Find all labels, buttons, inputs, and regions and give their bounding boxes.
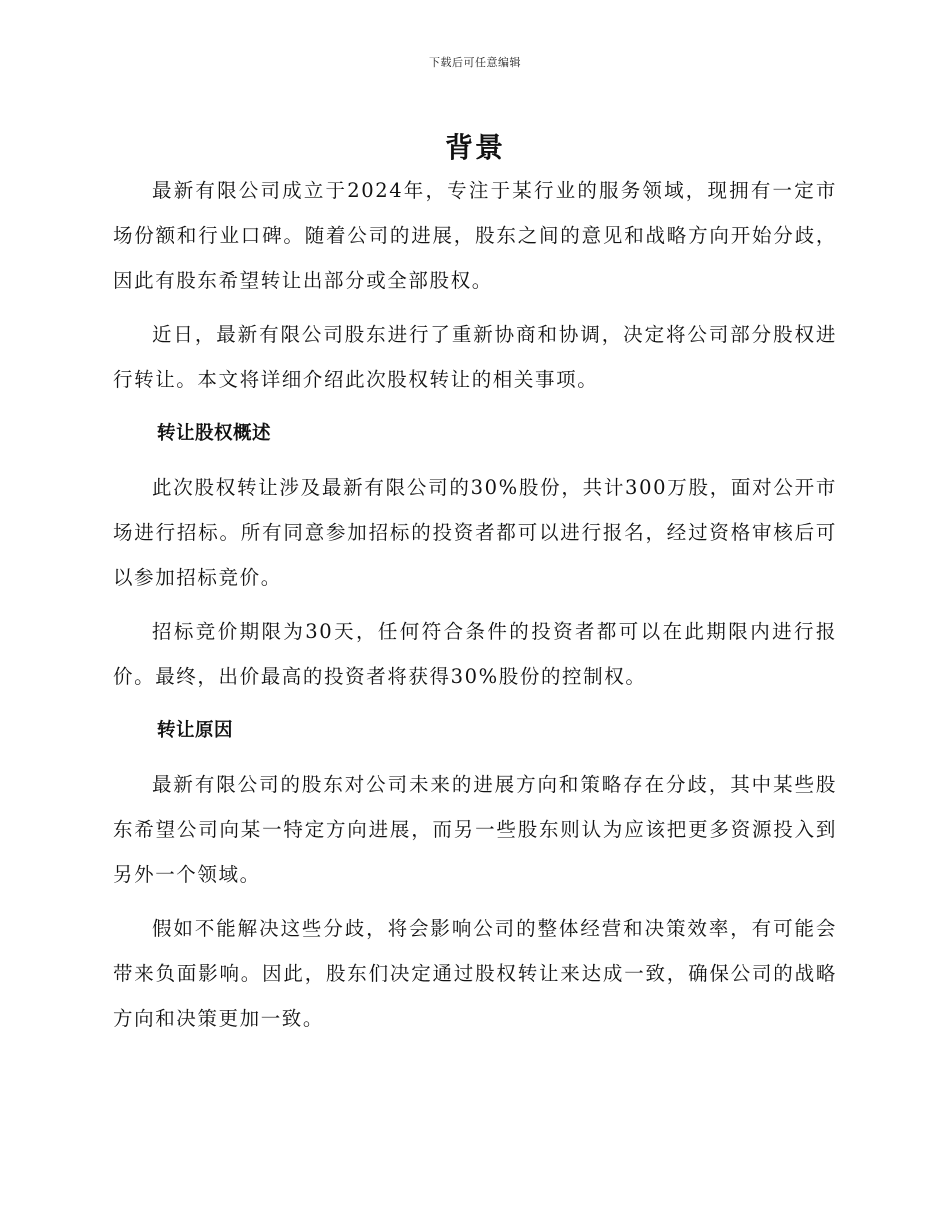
- overview-paragraph-1: 此次股权转让涉及最新有限公司的30%股份，共计300万股，面对公开市场进行招标。所有同意参加招标的投资者都可以进行报名，经过资格审核后可以参加招标竞价。: [113, 476, 837, 589]
- reason-paragraph-1: 最新有限公司的股东对公司未来的进展方向和策略存在分歧，其中某些股东希望公司向某一特定方向进展，而另一些股东则认为应该把更多资源投入到另外一个领域。: [113, 773, 837, 886]
- reason-paragraph-2: 假如不能解决这些分歧，将会影响公司的整体经营和决策效率，有可能会带来负面影响。因此，股东们决定通过股权转让来达成一致，确保公司的战略方向和决策更加一致。: [113, 917, 837, 1030]
- document-title: 背景: [444, 131, 505, 164]
- overview-paragraph-2: 招标竞价期限为30天，任何符合条件的投资者都可以在此期限内进行报价。最终，出价最高的投资者将获得30%股份的控制权。: [113, 620, 837, 688]
- section-heading-transfer-reason: 转让原因: [157, 720, 234, 741]
- background-paragraph-2: 近日，最新有限公司股东进行了重新协商和协调，决定将公司部分股权进行转让。本文将详细介绍此次股权转让的相关事项。: [113, 323, 837, 391]
- section-heading-transfer-overview: 转让股权概述: [157, 423, 272, 444]
- page-header-note: 下载后可任意编辑: [429, 56, 521, 69]
- background-paragraph-1: 最新有限公司成立于2024年，专注于某行业的服务领域，现拥有一定市场份额和行业口碑。随着公司的进展，股东之间的意见和战略方向开始分歧，因此有股东希望转让出部分或全部股权。: [113, 179, 837, 292]
- document-body: [113, 168, 837, 1050]
